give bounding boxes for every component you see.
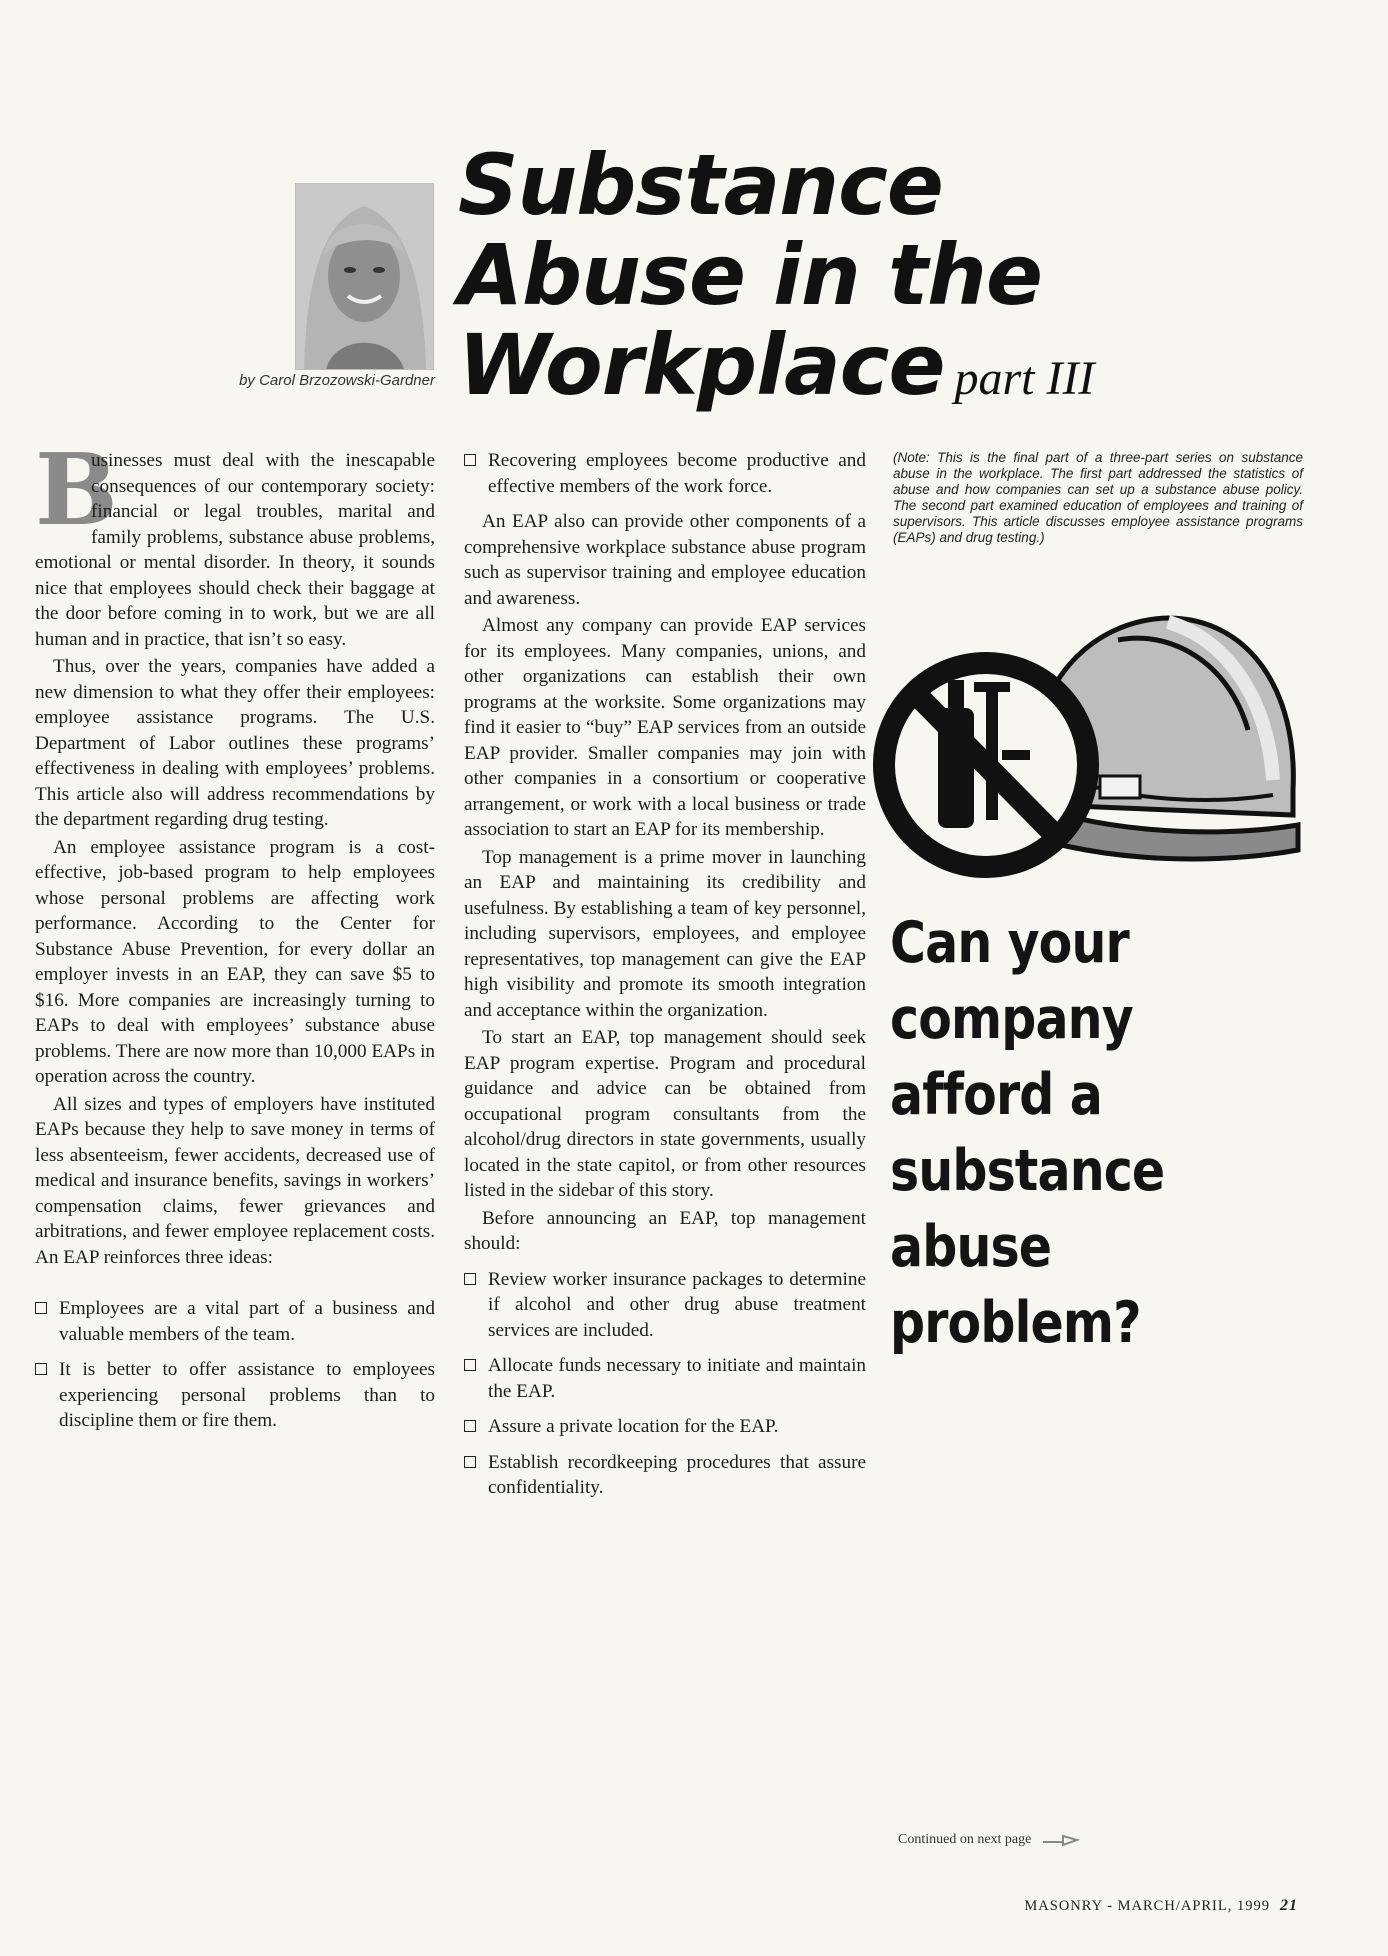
pull-quote-line: company	[890, 986, 1133, 1052]
pull-quote	[890, 905, 1200, 1361]
series-note: (Note: This is the final part of a three-part series on substance abuse in the workplace. The first part addressed the statistics of abuse and how companies can set up a substance abuse policy. The second part examined education of employees and training of supervisors. This article discusses employee assistance programs (EAPs) and drug testing.)	[893, 450, 1303, 545]
title-line-3-text: Workplace	[458, 316, 945, 414]
paragraph	[35, 433, 435, 652]
title-part: part III	[954, 352, 1095, 405]
checkbox-icon	[464, 1456, 476, 1468]
list-item-text: Establish recordkeeping procedures that assure confidentiality.	[488, 1451, 866, 1498]
list-item	[35, 1357, 435, 1434]
checkbox-icon	[464, 1273, 476, 1285]
author-portrait	[295, 183, 434, 370]
title-line-2: Abuse in the	[458, 226, 1042, 324]
list-item	[464, 448, 866, 499]
article-title	[458, 136, 1218, 424]
no-drugs-sign-icon	[884, 663, 1088, 867]
checkbox-icon	[464, 1420, 476, 1432]
portrait-photo	[296, 184, 433, 369]
page-footer	[968, 1897, 1298, 1915]
continued-note[interactable]	[898, 1832, 1081, 1848]
list-item	[464, 1267, 866, 1344]
list-item-text: Assure a private location for the EAP.	[488, 1416, 779, 1437]
paragraph: An EAP also can provide other components of a comprehensive workplace substance abuse program such as supervisor training and employee education and awareness.	[464, 511, 866, 609]
list-item	[464, 1450, 866, 1501]
list-item-text: Recovering employees become productive and effective members of the work force.	[488, 450, 866, 497]
list-item-text: Allocate funds necessary to initiate and maintain the EAP.	[488, 1355, 866, 1402]
pull-quote-line: substance	[890, 1138, 1165, 1204]
list-item	[35, 1296, 435, 1347]
paragraph: Almost any company can provide EAP services for its employees. Many companies, unions, and other organizations can establish their own programs at the worksite. Some organizations may find it easier to “buy” EAP services from an outside EAP provider. Smaller companies may join with other companies in a consortium or cooperative arrangement, or work with a local business or trade association to start an EAP for its membership.	[464, 615, 866, 840]
paragraph: All sizes and types of employers have instituted EAPs because they help to save money in terms of less absenteeism, fewer accidents, decreased use of medical and insurance benefits, savings in workers’ compensation claims, fewer grievances and arbitrations, and fewer employee replacement costs. An EAP reinforces three ideas:	[35, 1093, 435, 1268]
text-column-2	[464, 448, 866, 1511]
checkbox-icon	[35, 1302, 47, 1314]
continued-text: Continued on next page	[898, 1832, 1032, 1847]
paragraph: An employee assistance program is a cost-effective, job-based program to help employees whose personal problems are affecting work performance. According to the Center for Substance Abuse Prevention, for every dollar an employer invests in an EAP, they can save $5 to $16. More companies are increasingly turning to EAPs to deal with employees’ substance abuse problems. There are now more than 10,000 EAPs in operation across the country.	[35, 836, 435, 1087]
list-item-text: Employees are a vital part of a business and valuable members of the team.	[59, 1298, 435, 1345]
publication-info: MASONRY - MARCH/APRIL, 1999	[1024, 1898, 1270, 1914]
paragraph: Top management is a prime mover in launching an EAP and maintaining its credibility and usefulness. By establishing a team of key personnel, including supervisors, employees, and employee representatives, top management can give the EAP high visibility and promote its smooth integration and acceptance within the organization.	[464, 846, 866, 1021]
paragraph: Thus, over the years, companies have added a new dimension to what they offer their employees: employee assistance programs. The U.S. Department of Labor outlines these programs’ effectiveness in dealing with employees’ problems. This article also will address recommendations by the department regarding drug testing.	[35, 656, 435, 830]
list-item	[464, 1353, 866, 1404]
pull-quote-line: afford a	[890, 1062, 1102, 1128]
checkbox-icon	[464, 454, 476, 466]
pull-quote-line: Can your	[890, 910, 1129, 976]
checkbox-icon	[464, 1359, 476, 1371]
title-line-1: Substance	[458, 136, 943, 234]
paragraph: Before announcing an EAP, top management should:	[464, 1207, 866, 1254]
bullet-list	[464, 1267, 866, 1501]
list-item-text: It is better to offer assistance to employees experiencing personal problems than to discipline them or fire them.	[59, 1359, 435, 1431]
paragraph-text: usinesses must deal with the inescapable consequences of our contemporary society: financial or legal troubles, marital and family problems, substance abuse problems, emotional or mental disorder. In theory, it sounds nice that employees should check their baggage at the door before coming in to work, but we are all human and in practice, that isn’t so easy.	[35, 450, 435, 650]
illustration	[868, 600, 1308, 900]
bullet-list	[35, 1296, 435, 1434]
arrow-right-icon	[1041, 1833, 1081, 1847]
byline: by Carol Brzozowski-Gardner	[239, 372, 435, 389]
list-item-text: Review worker insurance packages to determine if alcohol and other drug abuse treatment services are included.	[488, 1268, 866, 1341]
list-item	[464, 1414, 866, 1440]
checkbox-icon	[35, 1363, 47, 1375]
page-number: 21	[1280, 1897, 1298, 1914]
pull-quote-line: problem?	[890, 1290, 1141, 1356]
drop-cap: B	[35, 433, 118, 548]
paragraph: To start an EAP, top management should seek EAP program expertise. Program and procedural guidance and advice can be obtained from occupational program consultants from the alcohol/drug directors in state governments, usually located in the state capitol, or from other resources listed in the sidebar of this story.	[464, 1027, 866, 1201]
title-line-3	[458, 316, 1218, 424]
illustration-graphic	[868, 600, 1308, 900]
pull-quote-line: abuse	[890, 1214, 1052, 1280]
bullet-list	[464, 448, 866, 499]
text-column-1	[35, 433, 435, 1444]
